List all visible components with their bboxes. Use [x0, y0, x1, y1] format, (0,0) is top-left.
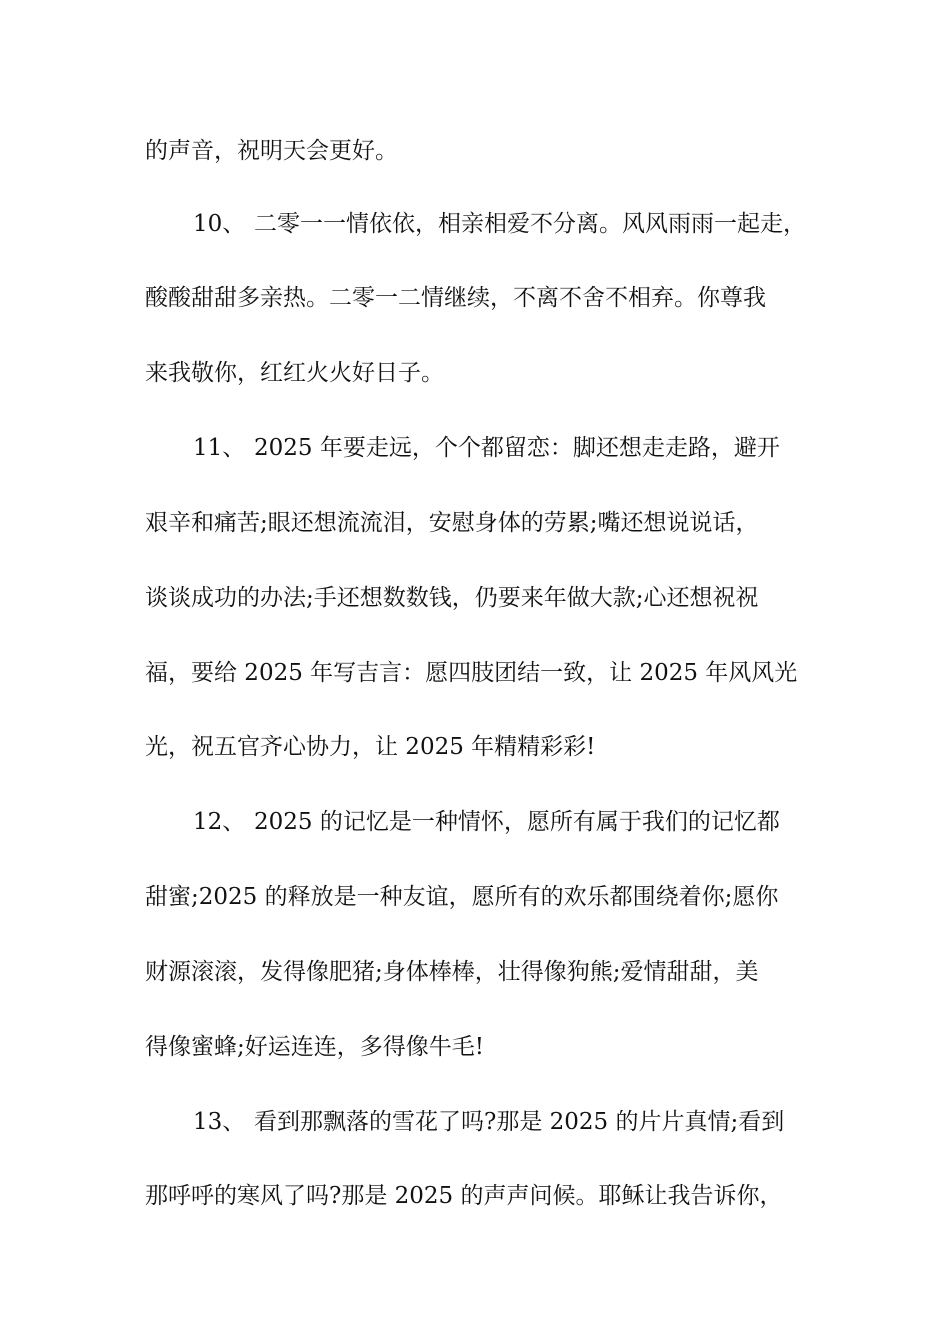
text-line — [0, 802, 950, 842]
text-line — [0, 952, 950, 992]
text-line — [0, 727, 950, 767]
paragraph-number: 12、 — [193, 809, 246, 835]
text-line — [0, 353, 950, 393]
text-line — [0, 131, 950, 171]
line-text: 的声音，祝明天会更好。 — [145, 138, 398, 164]
text-line — [0, 578, 950, 618]
line-text: 福，要给 2025 年写吉言：愿四肢团结一致，让 2025 年风风光 — [145, 660, 798, 686]
line-text: 光，祝五官齐心协力，让 2025 年精精彩彩! — [145, 734, 596, 760]
line-text: 财源滚滚，发得像肥猪;身体棒棒，壮得像狗熊;爱情甜甜，美 — [145, 959, 759, 985]
line-text: 2025 年要走远，个个都留恋：脚还想走走路，避开 — [254, 435, 780, 461]
line-text: 来我敬你，红红火火好日子。 — [145, 360, 444, 386]
text-line — [0, 1102, 950, 1142]
line-text: 艰辛和痛苦;眼还想流流泪，安慰身体的劳累;嘴还想说说话， — [145, 510, 759, 536]
paragraph-number: 10、 — [193, 211, 246, 237]
text-line — [0, 428, 950, 468]
text-line — [0, 877, 950, 917]
text-line — [0, 278, 950, 318]
text-line — [0, 1027, 950, 1067]
line-text: 谈谈成功的办法;手还想数数钱，仍要来年做大款;心还想祝祝 — [145, 585, 759, 611]
line-text: 酸酸甜甜多亲热。二零一二情继续，不离不舍不相弃。你尊我 — [145, 285, 766, 311]
line-text: 看到那飘落的雪花了吗?那是 2025 的片片真情;看到 — [254, 1109, 785, 1135]
paragraph-number: 11、 — [193, 435, 246, 461]
paragraph-number: 13、 — [193, 1109, 246, 1135]
line-text: 甜蜜;2025 的释放是一种友谊，愿所有的欢乐都围绕着你;愿你 — [145, 884, 779, 910]
line-text: 二零一一情依依，相亲相爱不分离。风风雨雨一起走， — [254, 211, 806, 237]
text-line — [0, 204, 950, 244]
line-text: 那呼呼的寒风了吗?那是 2025 的声声问候。耶稣让我告诉你， — [145, 1183, 783, 1209]
text-line — [0, 1176, 950, 1216]
text-line — [0, 653, 950, 693]
line-text: 得像蜜蜂;好运连连，多得像牛毛! — [145, 1034, 484, 1060]
line-text: 2025 的记忆是一种情怀，愿所有属于我们的记忆都 — [254, 809, 780, 835]
text-line — [0, 503, 950, 543]
